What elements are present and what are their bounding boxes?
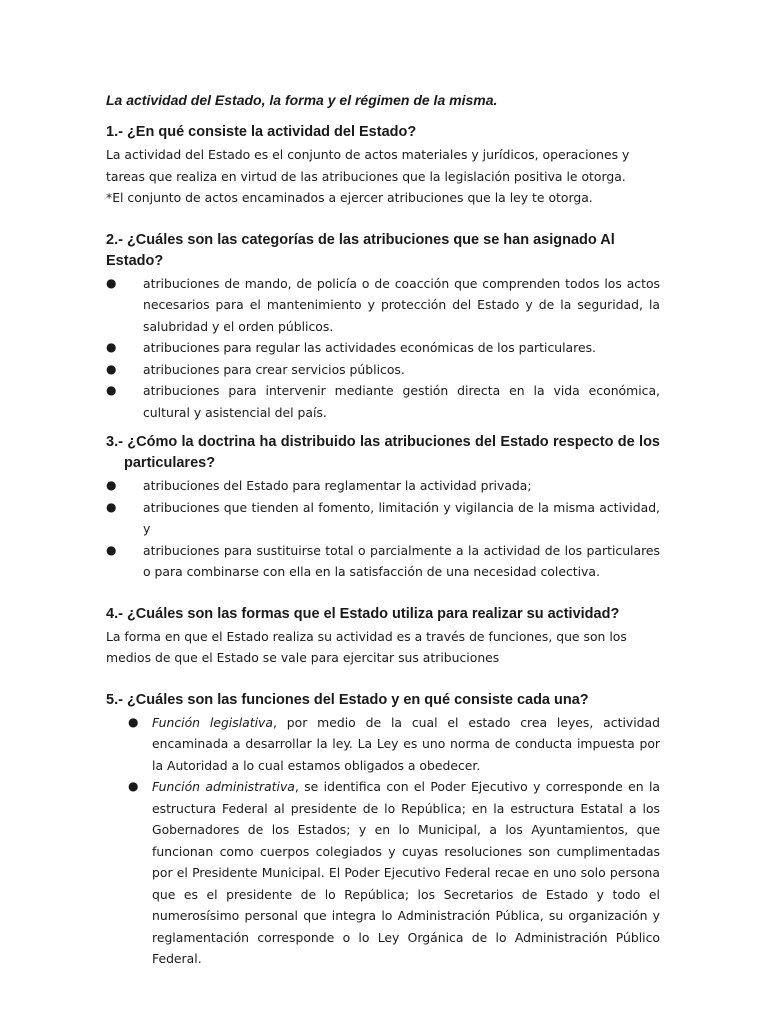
section-5: [106, 690, 660, 970]
section-heading: 5.- ¿Cuáles son las funciones del Estado y en qué consiste cada una?: [106, 691, 589, 708]
list-item-text: atribuciones para sustituirse total o parcialmente a la actividad de los particulares o para combinarse con ella en la satisfacción de una necesidad colectiva.: [143, 542, 660, 579]
function-text: , por medio de la cual el estado crea leyes, actividad encaminada a desarrollar la ley. La Ley es uno norma de conducta impuesta por la Autoridad a lo cual estamos obligados a obedecer.: [152, 714, 660, 773]
section-2: [106, 230, 660, 424]
function-term: Función administrativa: [152, 779, 295, 794]
list-item: [106, 359, 660, 381]
section-heading: 1.- ¿En qué consiste la actividad del Estado?: [106, 124, 417, 140]
bullet-list: [106, 712, 660, 970]
list-item: [106, 380, 660, 423]
list-item: [106, 497, 660, 540]
bullet-icon: ●: [106, 499, 117, 514]
document-page: [106, 90, 660, 991]
list-item-text: atribuciones para crear servicios públicos.: [143, 361, 405, 377]
list-item-text: atribuciones que tienden al fomento, limitación y vigilancia de la misma actividad, y: [143, 499, 660, 536]
section-heading: 2.- ¿Cuáles son las categorías de las atribuciones que se han asignado Al Estado?: [106, 231, 615, 269]
section-1: [106, 122, 660, 209]
bullet-icon: ●: [106, 383, 117, 397]
list-item: [106, 273, 660, 338]
bullet-icon: ●: [106, 275, 117, 290]
list-item: [106, 712, 660, 777]
bullet-icon: ●: [128, 779, 139, 793]
list-item: [106, 475, 660, 497]
list-item: [106, 540, 660, 583]
section-3: [106, 432, 660, 583]
list-item: [106, 776, 660, 970]
paragraph: La actividad del Estado es el conjunto de actos materiales y jurídicos, operaciones y tareas que realiza en virtud de las atribuciones que la legislación positiva le otorga.: [106, 147, 630, 184]
paragraph: La forma en que el Estado realiza su actividad es a través de funciones, que son los medios de que el Estado se vale para ejercitar sus atribuciones: [106, 628, 627, 665]
section-4: [106, 604, 660, 669]
list-item: [106, 337, 660, 359]
bullet-icon: ●: [106, 542, 117, 557]
function-text: , se identifica con el Poder Ejecutivo y corresponde en la estructura Federal al presidente de lo República; en la estructura Estatal a los Gobernadores de los Estados; y en lo Municipal, a los Ayuntamientos, que funcionan como cuerpos colegiados y cuyas resoluciones son cumplimentadas por el Presidente Municipal. El Poder Ejecutivo Federal recae en uno solo persona que es el presidente de lo República; los Secretarios de Estado y todo el numerosísimo personal que integra lo Administración Pública, su organización y reglamentación corresponde o lo Ley Orgánica de lo Administración Público Federal.: [152, 779, 661, 966]
document-title: La actividad del Estado, la forma y el régimen de la misma.: [106, 92, 498, 108]
paragraph: *El conjunto de actos encaminados a ejercer atribuciones que la ley te otorga.: [106, 190, 593, 205]
list-item-text: atribuciones para intervenir mediante gestión directa en la vida económica, cultural y asistencial del país.: [143, 383, 660, 420]
bullet-list: [106, 475, 660, 583]
bullet-list: [106, 273, 660, 424]
list-item-text: atribuciones para regular las actividades económicas de los particulares.: [143, 340, 596, 355]
bullet-icon: ●: [128, 714, 139, 729]
bullet-icon: ●: [106, 478, 117, 492]
function-term: Función legislativa: [152, 714, 273, 730]
section-heading: 4.- ¿Cuáles son las formas que el Estado utiliza para realizar su actividad?: [106, 605, 620, 622]
list-item-text: atribuciones de mando, de policía o de coacción que comprenden todos los actos necesarios para el mantenimiento y protección del Estado y de la seguridad, la salubridad y el orden públicos.: [143, 275, 660, 334]
bullet-icon: ●: [106, 361, 117, 376]
section-heading: 3.- ¿Cómo la doctrina ha distribuido las atribuciones del Estado respecto de los particulares?: [106, 434, 660, 471]
list-item-text: atribuciones del Estado para reglamentar la actividad privada;: [143, 478, 532, 493]
bullet-icon: ●: [106, 340, 117, 354]
